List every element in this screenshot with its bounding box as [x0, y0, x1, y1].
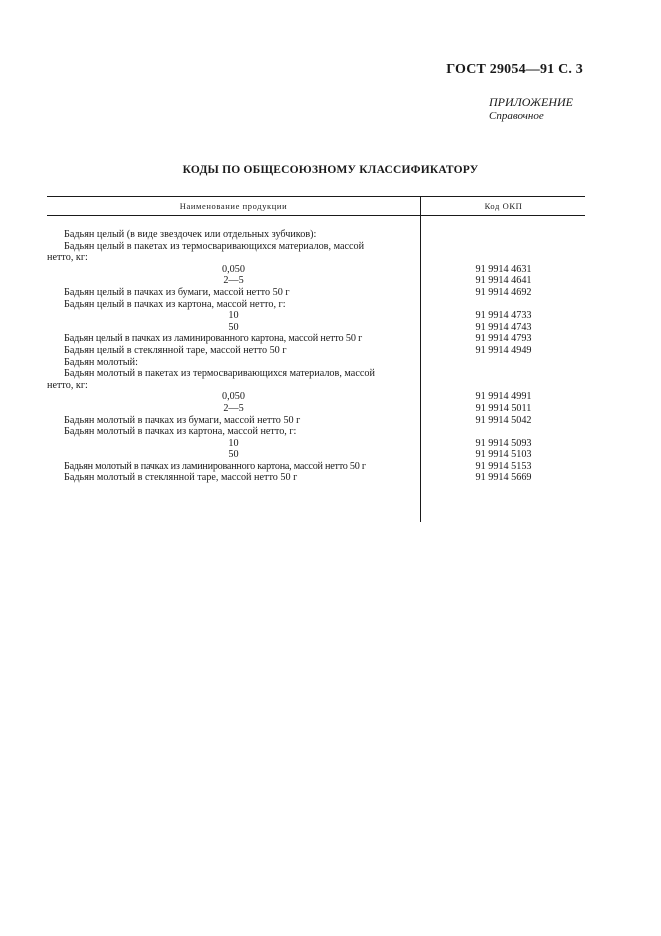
- okp-code-cell: 91 9914 4991: [475, 391, 532, 403]
- table-row: [47, 333, 585, 345]
- table-row: [47, 322, 585, 334]
- okp-code-cell: 91 9914 4733: [475, 310, 532, 322]
- product-name-continuation: нетто, кг:: [47, 252, 88, 264]
- product-name-cell: [47, 322, 420, 334]
- table-top-rule: [47, 196, 585, 197]
- table-row: [47, 368, 585, 391]
- table-row: [47, 229, 585, 241]
- mass-value: 50: [228, 321, 239, 333]
- mass-value: 50: [228, 449, 239, 461]
- appendix-label: ПРИЛОЖЕНИЕ: [489, 95, 573, 109]
- product-name-cell: [47, 438, 420, 450]
- okp-code-cell: [420, 357, 585, 369]
- okp-code-cell: 91 9914 4949: [475, 344, 532, 356]
- mass-value: 0,050: [222, 391, 245, 403]
- table-row: [47, 357, 585, 369]
- table-row: [47, 415, 585, 427]
- product-name-cell: [47, 264, 420, 276]
- product-name-cell: [47, 241, 420, 264]
- okp-code-cell: 91 9914 5103: [475, 449, 532, 461]
- table-row: [47, 391, 585, 403]
- table-row: [47, 275, 585, 287]
- product-name-cell: [47, 449, 420, 461]
- table-row: [47, 438, 585, 450]
- product-name-cell: Бадьян молотый в пачках из бумаги, массой нетто 50 г: [64, 414, 301, 426]
- product-name-cell: [47, 368, 420, 391]
- product-name-cell: [47, 403, 420, 415]
- table-row: [47, 310, 585, 322]
- mass-value: 10: [228, 437, 239, 449]
- appendix-type: Справочное: [489, 110, 544, 122]
- product-name-cell: Бадьян молотый в пачках из картона, массой нетто, г:: [64, 426, 297, 438]
- column-header-product-name: Наименование продукции: [179, 201, 288, 211]
- product-name-cell: Бадьян целый в стеклянной таре, массой нетто 50 г: [64, 344, 287, 356]
- table-row: [47, 461, 585, 473]
- table-header-rule: [47, 215, 585, 216]
- table-row: [47, 345, 585, 357]
- page-title: КОДЫ ПО ОБЩЕСОЮЗНОМУ КЛАССИФИКАТОРУ: [182, 164, 479, 176]
- mass-value: 0,050: [222, 263, 245, 275]
- product-name-cell: Бадьян целый в пачках из бумаги, массой нетто 50 г: [64, 286, 290, 298]
- product-name-cell: [47, 391, 420, 403]
- okp-code-cell: 91 9914 4692: [475, 286, 532, 298]
- product-name-cell: Бадьян молотый в стеклянной таре, массой нетто 50 г: [64, 472, 298, 484]
- product-name-cell: [47, 310, 420, 322]
- okp-code-cell: 91 9914 5153: [475, 460, 532, 472]
- okp-code-cell: 91 9914 4641: [475, 275, 532, 287]
- standard-reference: ГОСТ 29054—91 С. 3: [446, 62, 583, 77]
- okp-code-cell: [420, 229, 585, 241]
- okp-code-cell: [420, 299, 585, 311]
- mass-value: 2—5: [223, 275, 244, 287]
- okp-code-cell: 91 9914 5011: [475, 402, 532, 414]
- table-body: [47, 229, 585, 484]
- mass-value: 10: [228, 310, 239, 322]
- table-row: [47, 264, 585, 276]
- product-name-text: Бадьян молотый в пакетах из термосваривающихся материалов, массой: [64, 368, 375, 380]
- product-name-cell: Бадьян молотый:: [64, 356, 138, 368]
- okp-code-cell: 91 9914 5042: [475, 414, 532, 426]
- okp-code-cell: [420, 241, 585, 264]
- product-name-cell: Бадьян целый в пачках из картона, массой нетто, г:: [64, 298, 286, 310]
- table-row: [47, 403, 585, 415]
- table-row: [47, 426, 585, 438]
- table-row: [47, 241, 585, 264]
- product-name-cell: Бадьян целый (в виде звездочек или отдельных зубчиков):: [64, 229, 317, 240]
- product-name-continuation: нетто, кг:: [47, 379, 88, 391]
- column-header-okp-code: Код ОКП: [484, 201, 523, 211]
- okp-code-cell: 91 9914 5093: [475, 437, 532, 449]
- product-name-text: Бадьян целый в пакетах из термосваривающихся материалов, массой: [64, 240, 365, 252]
- okp-code-cell: [420, 368, 585, 391]
- okp-code-cell: 91 9914 4631: [475, 263, 532, 275]
- product-name-cell: Бадьян молотый в пачках из ламинированного картона, массой нетто 50 г: [64, 460, 366, 472]
- table-row: [47, 449, 585, 461]
- table-row: [47, 287, 585, 299]
- okp-code-cell: 91 9914 5669: [475, 472, 532, 484]
- appendix-block: [489, 95, 573, 123]
- table-row: [47, 472, 585, 484]
- product-name-cell: [47, 275, 420, 287]
- mass-value: 2—5: [223, 402, 244, 414]
- okp-code-cell: [420, 426, 585, 438]
- table-row: [47, 299, 585, 311]
- okp-code-cell: 91 9914 4743: [475, 321, 532, 333]
- okp-code-cell: 91 9914 4793: [475, 333, 532, 345]
- product-name-cell: Бадьян целый в пачках из ламинированного картона, массой нетто 50 г: [64, 333, 363, 345]
